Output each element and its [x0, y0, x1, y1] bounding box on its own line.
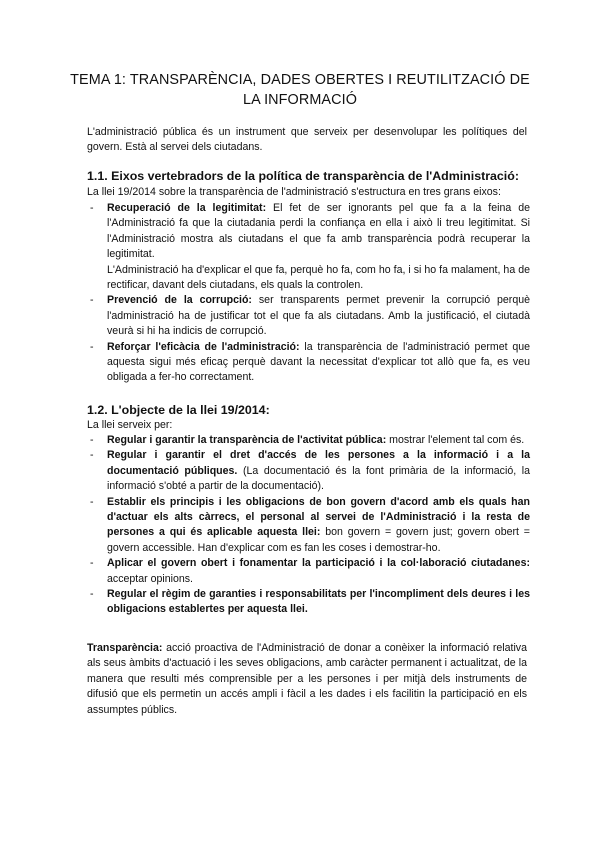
title-line-1: TEMA 1: TRANSPARÈNCIA, DADES OBERTES I REUTILITZACIÓ DE: [70, 72, 530, 88]
definition-text: acció proactiva de l'Administració de donar a conèixer la informació relativa als seus àmbits d'actuació i les seves obligacions, amb caràcter permanent i actualitzat, de la manera que resulti més comprensible per a les persones i per mitjà dels instruments de difusió que els permetin un accés ampli i fàcil a les dades i els facilitin la participació en els assumptes públics.: [87, 642, 527, 716]
item-text: la transparència de l'administració permet que aquesta sigui més eficaç perquè davant la necessitat d'explicar tot allò que fa, es veu obligada a fer-ho correctament.: [107, 340, 531, 384]
item-text: mostrar l'element tal com és.: [386, 434, 525, 446]
item-text: (La documentació és la font primària de la informació, la informació s'obté a partir de la documentació).: [107, 464, 530, 493]
item-text: El fet de ser ignorants pel que fa a la feina de l'Administració fa que la ciutadania perdi la confiança en ella i això li treu legitimitat. Si l'Administració mostra als ciutadans el que fa amb transparència podrà recuperar la legitimitat.: [107, 202, 530, 261]
item-term: Reforçar l'eficàcia de l'administració:: [107, 340, 300, 353]
list-item: [87, 448, 530, 494]
list-item: [87, 340, 530, 386]
item-term: Establir els principis i les obligacions de bon govern d'acord amb els quals han d'actuar els alts càrrecs, el personal al servei de l'Administració i la resta de persones a qui és aplicable aquesta llei:: [107, 495, 530, 539]
document-title: [70, 70, 530, 110]
item-extra: L'Administració ha d'explicar el que fa, perquè ho fa, com ho fa, i si ho fa malament, ha de rectificar, davant dels ciutadans, els quals la controlen.: [107, 263, 530, 292]
item-term: Aplicar el govern obert i fonamentar la participació i la col·laboració ciutadanes:: [107, 557, 530, 570]
section-1-lead: La llei 19/2014 sobre la transparència de l'administració s'estructura en tres grans eixos:: [87, 186, 501, 198]
item-term: Regular i garantir la transparència de l'activitat pública:: [107, 434, 387, 446]
item-text: acceptar opinions.: [107, 572, 193, 585]
item-term: Regular el règim de garanties i responsabilitats per l'incompliment dels deures i les obligacions establertes per aquesta llei.: [107, 588, 530, 616]
item-text: bon govern = govern just; govern obert = govern accessible. Han d'explicar com es fan les coses i demostrar-ho.: [107, 526, 530, 554]
section-2-list: [87, 433, 530, 618]
definition-term: Transparència:: [87, 642, 163, 654]
section-1-list: [87, 201, 530, 386]
list-item: [87, 201, 530, 293]
item-term: Regular i garantir el dret d'accés de les persones a la informació i a la documentació públiques.: [107, 449, 530, 477]
section-1-heading: 1.1. Eixos vertebradors de la política de transparència de l'Administració:: [87, 169, 519, 183]
item-term: Recuperació de la legitimitat:: [107, 202, 267, 214]
list-item: [87, 293, 530, 339]
list-item: [87, 587, 530, 618]
list-item: [87, 556, 530, 587]
section-2-heading: 1.2. L'objecte de la llei 19/2014:: [87, 403, 270, 417]
definition-paragraph: [87, 641, 527, 718]
title-line-2: LA INFORMACIÓ: [242, 92, 358, 108]
item-text: ser transparents permet prevenir la corrupció perquè l'administració ha de justificar tot el que fa als ciutadans. Amb la justificació, el ciutadà veurà si hi ha indicis de corrupció.: [107, 294, 530, 338]
intro-paragraph: L'administració pública és un instrument que serveix per desenvolupar les polítiques del govern. Està al servei dels ciutadans.: [87, 126, 527, 154]
list-item: [87, 495, 530, 557]
section-2-lead: La llei serveix per:: [87, 419, 173, 431]
list-item: [87, 433, 530, 448]
item-term: Prevenció de la corrupció:: [107, 294, 252, 307]
